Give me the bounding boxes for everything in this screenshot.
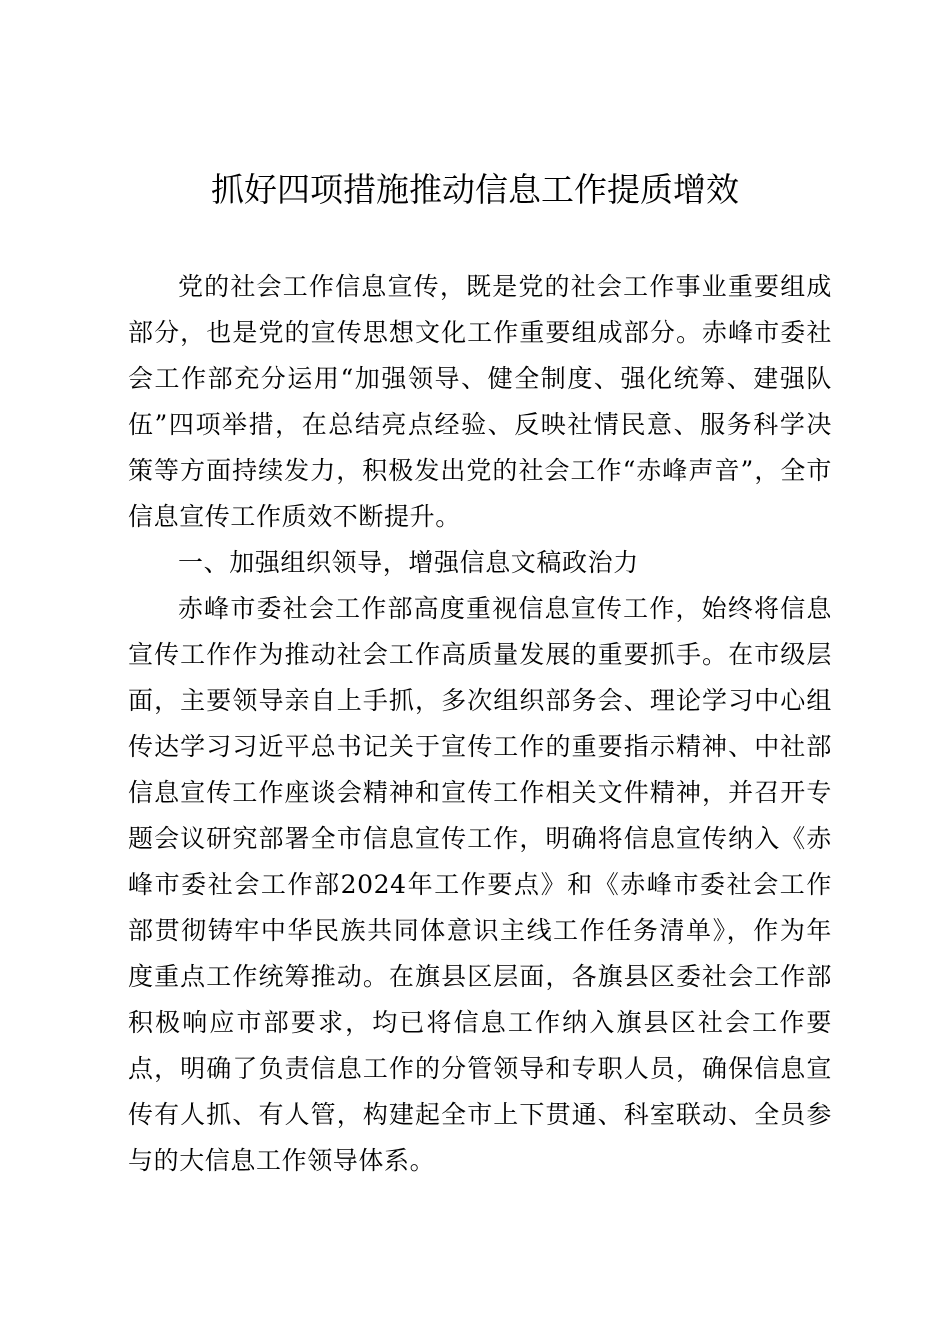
- document-body: [128, 264, 832, 1184]
- document-title: 抓好四项措施推动信息工作提质增效: [211, 170, 739, 209]
- section-heading-1: 一、加强组织领导，增强信息文稿政治力: [178, 548, 639, 577]
- paragraph-section-1: 赤峰市委社会工作部高度重视信息宣传工作，始终将信息宣传工作作为推动社会工作高质量发展的重要抓手。在市级层面，主要领导亲自上手抓，多次组织部务会、理论学习中心组传达学习习近平总书记关于宣传工作的重要指示精神、中社部信息宣传工作座谈会精神和宣传工作相关文件精神，并召开专题会议研究部署全市信息宣传工作，明确将信息宣传纳入《赤峰市委社会工作部2024年工作要点》和《赤峰市委社会工作部贯彻铸牢中华民族共同体意识主线工作任务清单》，作为年度重点工作统筹推动。在旗县区层面，各旗县区委社会工作部积极响应市部要求，均已将信息工作纳入旗县区社会工作要点，明确了负责信息工作的分管领导和专职人员，确保信息宣传有人抓、有人管，构建起全市上下贯通、科室联动、全员参与的大信息工作领导体系。: [128, 594, 832, 1175]
- paragraph-intro: 党的社会工作信息宣传，既是党的社会工作事业重要组成部分，也是党的宣传思想文化工作重要组成部分。赤峰市委社会工作部充分运用“加强领导、健全制度、强化统筹、建强队伍”四项举措，在总结亮点经验、反映社情民意、服务科学决策等方面持续发力，积极发出党的社会工作“赤峰声音”，全市信息宣传工作质效不断提升。: [128, 272, 832, 531]
